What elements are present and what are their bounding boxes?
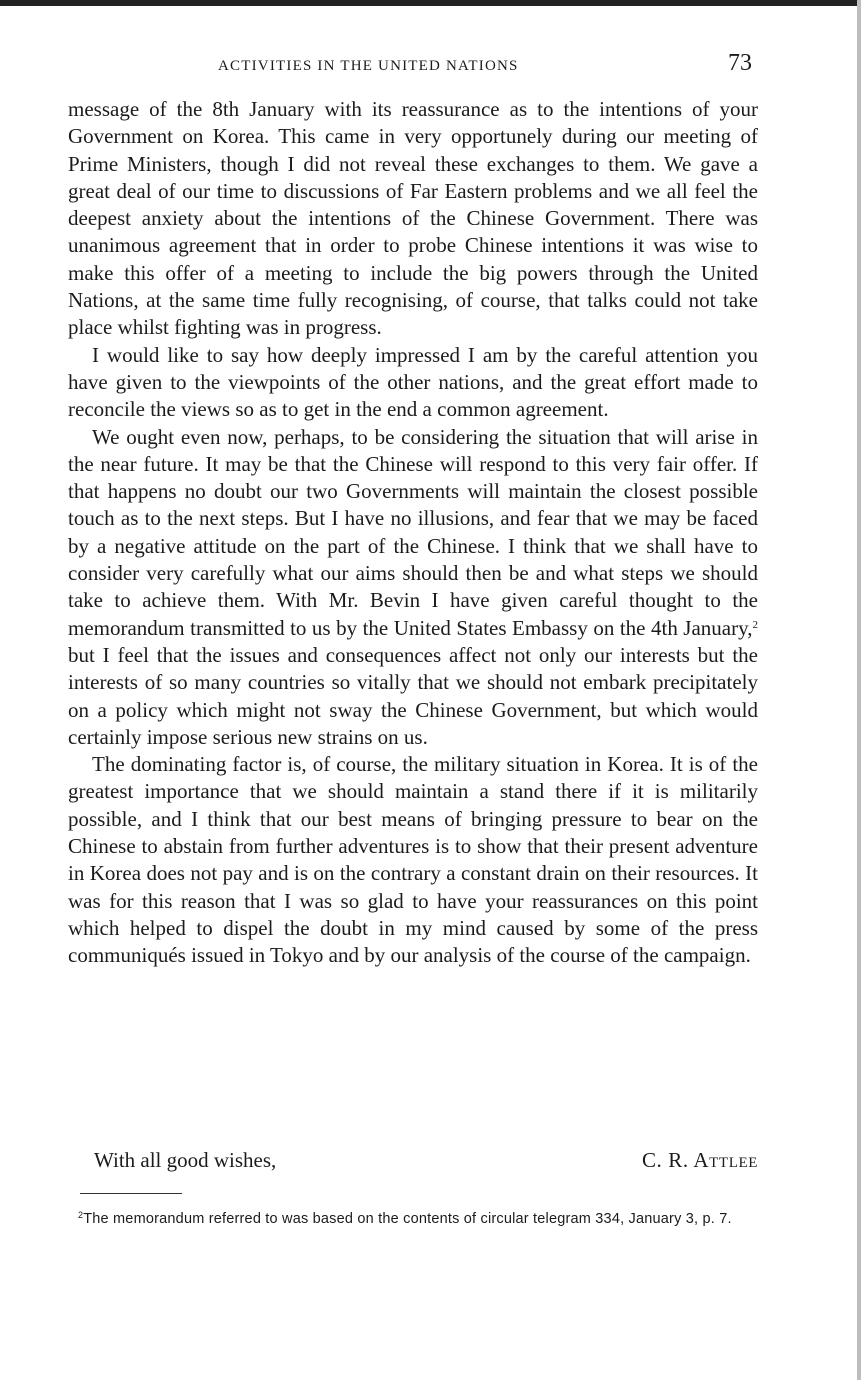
paragraph-3-text-b: but I feel that the issues and consequences affect not only our interests but the interests of so many countries so vitally that we should not embark precipitately on a policy which might not sway the Chinese Government, but which would certainly impose serious new strains on us. [68,642,758,749]
complimentary-close: With all good wishes, [94,1148,277,1172]
page-number: 73 [728,50,752,76]
footnote-reference: 2 [752,618,758,631]
paragraph-2: I would like to say how deeply impressed I am by the careful attention you have given to the viewpoints of the other nations, and the great effort made to reconcile the views so as to get in the end a common agreement. [68,342,758,422]
paragraph-4: The dominating factor is, of course, the military situation in Korea. It is of the greatest importance that we should maintain a stand there if it is militarily possible, and I think that our best means of bringing pressure to bear on the Chinese to abstain from further adventures is to show that their present adventure in Korea does not pay and is on the contrary a constant drain on their resources. It was for this reason that I was so glad to have your reassurances on this point which helped to dispel the doubt in my mind caused by some of the press communiqués issued in Tokyo and by our analysis of the course of the campaign. [68,752,758,968]
footnote-marker: 2 [78,1210,84,1220]
paragraph-3 [68,424,758,752]
page-header [68,50,752,84]
signature: C. R. Attlee [641,1148,758,1172]
letter-body [68,96,758,970]
running-head: ACTIVITIES IN THE UNITED NATIONS [218,58,519,74]
footnote-text: The memorandum referred to was based on the contents of circular telegram 334, January 3, p. 7. [83,1211,732,1227]
scan-right-edge [857,0,861,1380]
paragraph-1: message of the 8th January with its reassurance as to the intentions of your Government on Korea. This came in very opportunely during our meeting of Prime Ministers, though I did not reveal these exchanges to them. We gave a great deal of our time to discussions of Far Eastern problems and we all feel the deepest anxiety about the intentions of the Chinese Government. There was unanimous agreement that in order to probe Chinese intentions it was wise to make this offer of a meeting to include the big powers through the United Nations, at the same time fully recognising, of course, that talks could not take place whilst fighting was in progress. [68,97,758,340]
scan-top-edge [0,0,861,6]
letter-closing [68,1148,758,1178]
footnote-divider [80,1193,182,1194]
paragraph-3-text-a: We ought even now, perhaps, to be considering the situation that will arise in the near future. It may be that the Chinese will respond to this very fair offer. If that happens no doubt our two Governments will maintain the closest possible touch as to the next steps. But I have no illusions, and fear that we may be faced by a negative attitude on the part of the Chinese. I think that we shall have to consider very carefully what our aims should then be and what steps we should take to achieve them. With Mr. Bevin I have given careful thought to the memorandum transmitted to us by the United States Embassy on the 4th January, [68,424,758,640]
footnote [78,1209,758,1229]
